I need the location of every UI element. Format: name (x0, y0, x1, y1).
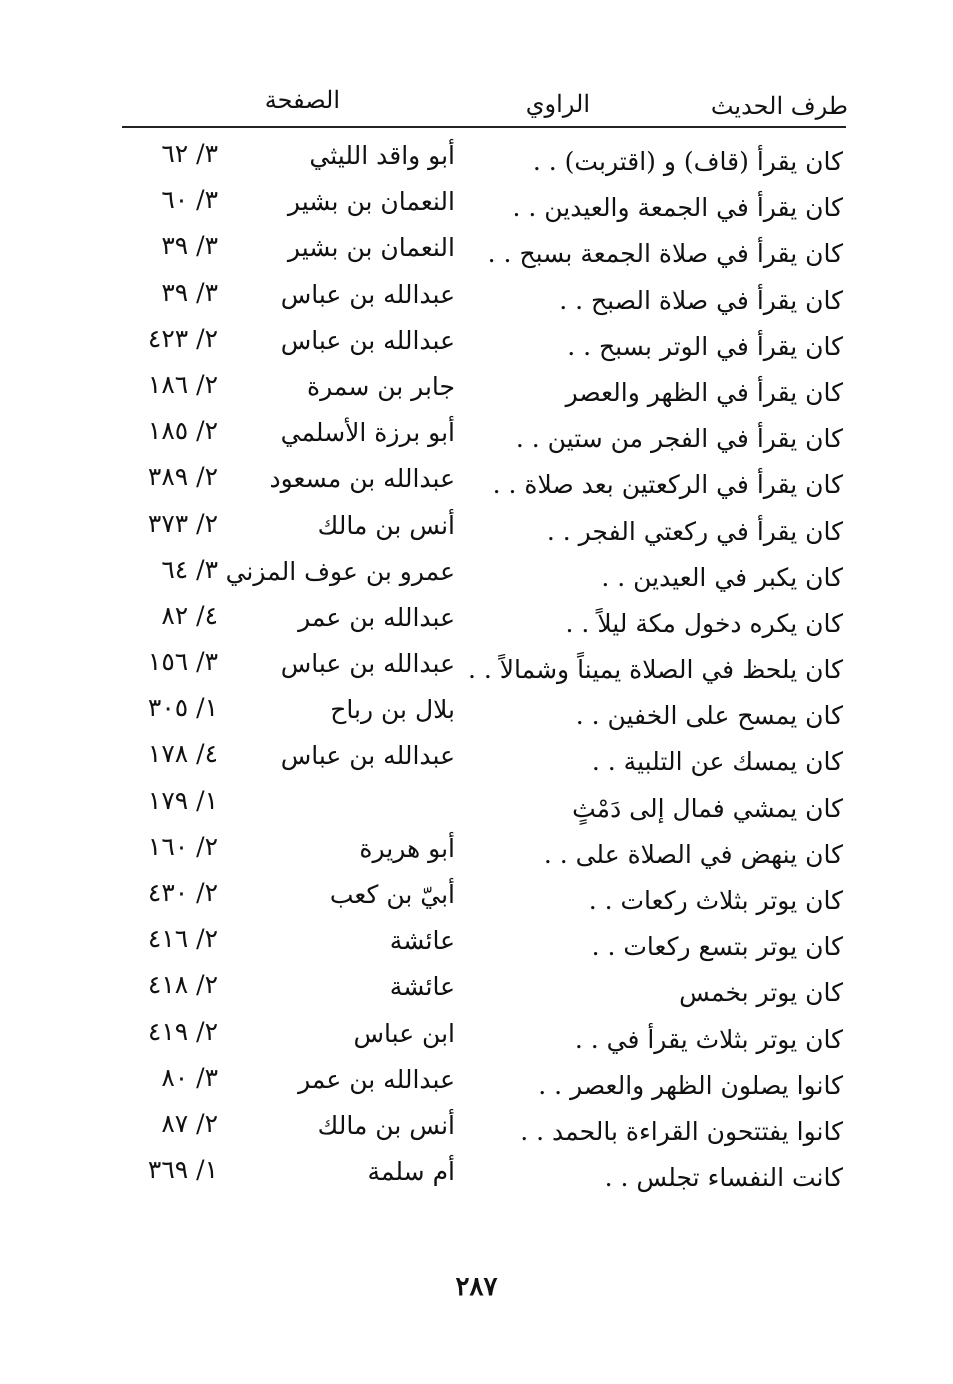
narrator-name: عبدالله بن عباس (280, 741, 455, 771)
table-row (0, 969, 953, 1015)
page-reference: ٢/ ٤٣٠ (147, 878, 218, 907)
table-row (0, 1062, 953, 1108)
hadith-text: كانوا يفتتحون القراءة بالحمد . . (520, 1116, 843, 1146)
table-row (0, 554, 953, 600)
page-reference: ٤/ ٨٢ (161, 600, 218, 630)
page-reference: ٢/ ٤٢٣ (147, 323, 218, 353)
hadith-text: كان يكبر في العيدين . . (601, 562, 843, 592)
header-divider (122, 126, 846, 128)
table-row (0, 369, 953, 415)
hadith-text: كان يكره دخول مكة ليلاً . . (565, 608, 843, 638)
table-row (0, 1016, 953, 1062)
table-row (0, 738, 953, 784)
header-page: الصفحة (264, 86, 340, 114)
table-row (0, 646, 953, 692)
table-row (0, 1154, 953, 1200)
hadith-text: كانوا يصلون الظهر والعصر . . (538, 1070, 843, 1100)
table-row (0, 461, 953, 507)
narrator-name: عبدالله بن عمر (298, 1064, 455, 1094)
page-reference: ٣/ ٦٤ (161, 554, 218, 584)
page-reference: ٢/ ٣٧٣ (147, 508, 218, 538)
hadith-text: كان يمشي فمال إلى دَمْثٍ (572, 793, 843, 823)
page-reference: ٣/ ١٥٦ (147, 647, 218, 677)
narrator-name: عائشة (389, 926, 455, 956)
hadith-text: كان يوتر بخمس (679, 978, 843, 1008)
page-reference: ٢/ ٣٨٩ (147, 462, 218, 492)
narrator-name: أنس بن مالك (317, 1110, 455, 1140)
hadith-text: كان يقرأ (قاف) و (اقتربت) . . (532, 147, 843, 176)
narrator-name: عبدالله بن عباس (280, 325, 455, 355)
narrator-name: أنس بن مالك (317, 510, 455, 540)
table-row (0, 184, 953, 230)
page-number: ٢٨٧ (455, 1272, 498, 1302)
hadith-text: كان يقرأ في الجمعة والعيدين . . (512, 193, 843, 223)
hadith-text: كان يمسح على الخفين . . (575, 701, 843, 731)
hadith-text: كان يمسك عن التلبية . . (591, 747, 843, 777)
page-reference: ٢/ ٨٧ (161, 1108, 218, 1138)
hadith-text: كان يقرأ في الركعتين بعد صلاة . . (492, 470, 843, 500)
hadith-text: كان يقرأ في الظهر والعصر (565, 377, 843, 407)
hadith-text: كان يوتر بثلاث ركعات . . (588, 886, 843, 915)
narrator-name: أبيّ بن كعب (329, 880, 455, 909)
page-reference: ٢/ ١٦٠ (147, 831, 218, 861)
hadith-text: كان يقرأ في صلاة الجمعة بسبح . . (487, 239, 843, 269)
table-row (0, 785, 953, 831)
table-header (122, 86, 848, 126)
page-reference: ١/ ١٧٩ (147, 785, 218, 815)
narrator-name: أبو برزة الأسلمي (280, 418, 455, 448)
page-reference: ٣/ ٣٩ (161, 231, 218, 261)
page-reference: ١/ ٣٦٩ (147, 1155, 218, 1185)
table-row (0, 923, 953, 969)
index-table-body (0, 138, 953, 1200)
table-row (0, 1108, 953, 1154)
table-row (0, 831, 953, 877)
table-row (0, 138, 953, 184)
header-hadith-text: طرف الحديث (710, 92, 848, 120)
narrator-name: عبدالله بن عمر (298, 602, 455, 632)
narrator-name: أبو واقد الليثي (309, 141, 455, 170)
narrator-name: أم سلمة (367, 1157, 455, 1187)
table-row (0, 415, 953, 461)
hadith-text: كان يقرأ في الوتر بسبح . . (567, 331, 843, 361)
table-row (0, 692, 953, 738)
page-reference: ٢/ ٤١٩ (147, 1016, 218, 1046)
table-row (0, 277, 953, 323)
narrator-name: النعمان بن بشير (287, 187, 455, 217)
page-reference: ٢/ ٤١٦ (147, 924, 218, 954)
narrator-name: عبدالله بن عباس (280, 649, 455, 679)
page-reference: ٣/ ٨٠ (161, 1062, 218, 1092)
narrator-name: أبو هريرة (359, 833, 455, 863)
page-reference: ٢/ ١٨٥ (147, 416, 218, 446)
hadith-text: كان يقرأ في الفجر من ستين . . (515, 424, 843, 454)
page-reference: ٣/ ٦٢ (161, 139, 218, 168)
hadith-text: كان يوتر بتسع ركعات . . (591, 932, 843, 962)
page-reference: ٣/ ٣٩ (161, 277, 218, 307)
narrator-name: عبدالله بن عباس (280, 279, 455, 309)
hadith-text: كان يلحظ في الصلاة يميناً وشمالاً . . (467, 655, 843, 685)
narrator-name: عبدالله بن مسعود (269, 464, 455, 494)
narrator-name: عائشة (389, 972, 455, 1002)
header-narrator: الراوي (525, 90, 590, 118)
narrator-name: عمرو بن عوف المزني (225, 556, 455, 586)
page-reference: ١/ ٣٠٥ (147, 693, 218, 723)
hadith-text: كان يقرأ في صلاة الصبح . . (559, 285, 843, 315)
narrator-name: بلال بن رباح (330, 695, 455, 725)
page-reference: ٢/ ٤١٨ (147, 970, 218, 1000)
narrator-name: جابر بن سمرة (307, 371, 455, 401)
narrator-name: ابن عباس (353, 1018, 455, 1048)
table-row (0, 508, 953, 554)
table-row (0, 877, 953, 923)
hadith-text: كان ينهض في الصلاة على . . (543, 839, 843, 869)
hadith-text: كان يقرأ في ركعتي الفجر . . (546, 516, 843, 546)
hadith-text: كانت النفساء تجلس . . (604, 1163, 843, 1193)
page-reference: ٢/ ١٨٦ (147, 369, 218, 399)
table-row (0, 323, 953, 369)
table-row (0, 230, 953, 276)
hadith-text: كان يوتر بثلاث يقرأ في . . (574, 1024, 843, 1054)
page-reference: ٣/ ٦٠ (161, 185, 218, 215)
page-reference: ٤/ ١٧٨ (147, 739, 218, 769)
narrator-name: النعمان بن بشير (287, 233, 455, 263)
table-row (0, 600, 953, 646)
